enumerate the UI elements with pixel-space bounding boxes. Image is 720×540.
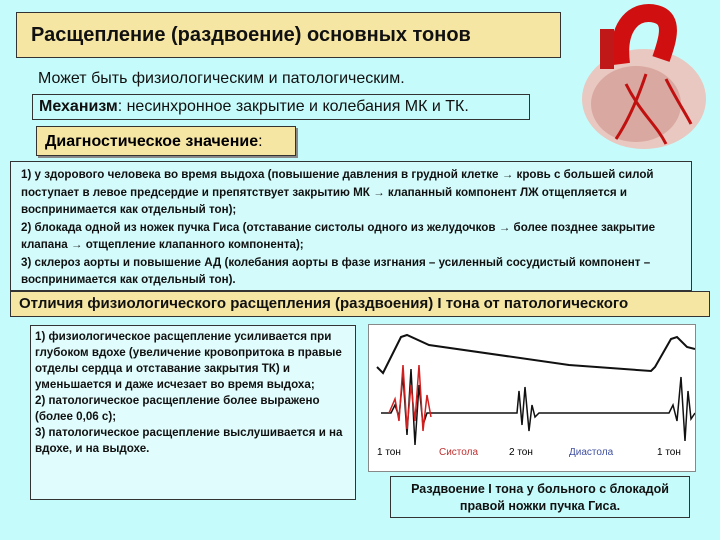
label-tone1-next: 1 тон [657, 447, 681, 458]
diagnostic-heading [36, 126, 296, 156]
differences-heading: Отличия физиологического расщепления (раздвоения) I тона от патологического [10, 291, 710, 317]
sound-trace-baseline [381, 369, 695, 445]
heart-illustration [566, 4, 712, 154]
cause-item: 2) блокада одной из ножек пучка Гиса (отставание систолы одного из желудочков → более позднее закрытие клапана → отщепление клапанного компонента); [21, 220, 656, 251]
graph-caption: Раздвоение I тона у больного с блокадой правой ножки пучка Гиса. [390, 476, 690, 518]
mechanism-description: : несинхронное закрытие и колебания МК и ТК. [117, 98, 469, 115]
slide-title: Расщепление (раздвоение) основных тонов [16, 12, 561, 58]
diagnostic-suffix: : [258, 133, 263, 150]
diagnostic-label: Диагностическое значение [45, 133, 259, 150]
label-tone1: 1 тон [377, 447, 401, 458]
label-tone2: 2 тон [509, 447, 533, 458]
cause-item: 3) склероз аорты и повышение АД (колебания аорты в фазе изгнания – усиленный сосудистый компонент – воспринимается как отдельный тон). [21, 255, 651, 286]
differences-text: 1) физиологическое расщепление усиливается при глубоком вдохе (увеличение кровопритока в правые отделы сердца и отставание закрытия ТК) и уменьшается и даже исчезает во время выдоха; 2) патологическое расщепление более выражено (более 0,06 с); 3) патологическое расщепление выслушивается и на вдохе, и на выдохе. [30, 325, 356, 500]
mechanism-label: Механизм [39, 98, 118, 115]
causes-box [10, 161, 692, 291]
cause-item: 1) у здорового человека во время выдоха (повышение давления в грудной клетке → кровь с большей силой поступает в левое предсердие и препятствует закрытию МК → клапанный компонент ЛЖ отщепляется и воспринимается как отдельный тон); [21, 168, 654, 216]
pressure-curve [377, 335, 695, 373]
label-systole: Систола [439, 447, 479, 458]
intro-text: Может быть физиологическим и патологическим. [38, 70, 405, 87]
mechanism-text [32, 94, 530, 120]
phonocardiogram [368, 324, 696, 472]
label-diastole: Диастола [569, 447, 614, 458]
